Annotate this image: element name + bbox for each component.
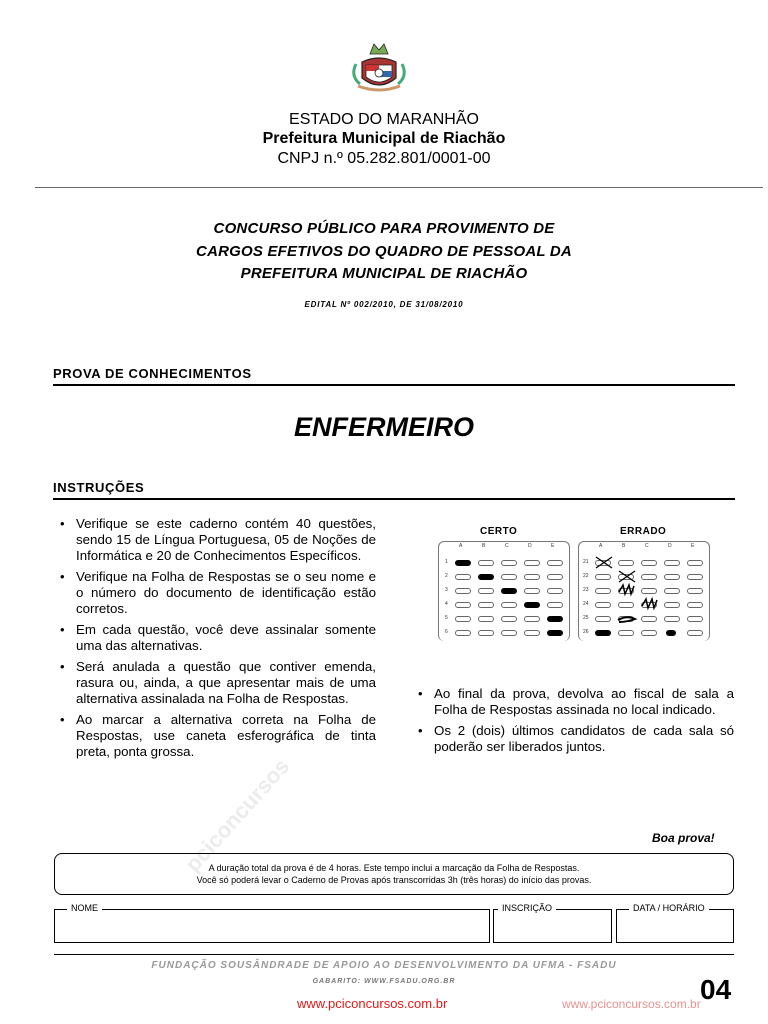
answer-bubble-filled [455,560,471,566]
instruction-item: • Verifique na Folha de Respostas se o seu nome e o número do documento de identificação estão corretos. [60,569,376,617]
watermark: pciconcursos [180,753,295,877]
option-letter: A [459,543,463,549]
answer-bubble [524,574,540,580]
instructions-list-right [418,686,734,760]
answer-bubble [547,560,563,566]
section-divider [53,384,735,386]
answer-bubble [501,602,517,608]
pciconcursos-watermark-link[interactable]: www.pciconcursos.com.br [562,997,701,1011]
row-number: 24 [583,601,589,607]
answer-bubble [478,602,494,608]
header-divider [35,187,763,188]
instruction-item: • Ao final da prova, devolva ao fiscal de sala a Folha de Respostas assinada no local indicado. [418,686,734,718]
riachao-coat-of-arms-icon [348,36,410,94]
state-name: ESTADO DO MARANHÃO [289,111,479,128]
option-letter: C [645,543,649,549]
page-number: 04 [700,974,732,1005]
answer-bubble [455,616,471,622]
section-instrucoes-heading: INSTRUÇÕES [53,480,145,495]
answer-bubble [524,630,540,636]
boa-prova-text: Boa prova! [652,831,715,845]
instruction-item: • Ao marcar a alternativa correta na Folha de Respostas, use caneta esferográfica de tinta preta, ponta grossa. [60,712,376,760]
row-number: 22 [583,573,589,579]
errado-label: ERRADO [620,526,667,537]
answer-bubble [478,588,494,594]
footer-divider [54,954,734,955]
inscricao-field[interactable] [493,903,612,943]
answer-bubble [501,630,517,636]
answer-bubble [547,602,563,608]
option-letter: D [528,543,532,549]
concurso-title-line2: CARGOS EFETIVOS DO QUADRO DE PESSOAL DA [196,243,572,260]
answer-bubble [524,616,540,622]
edital-reference: EDITAL Nº 002/2010, DE 31/08/2010 [304,300,464,309]
row-number: 6 [445,629,448,635]
gabarito-url: GABARITO: WWW.FSADU.ORG.BR [312,978,456,985]
pciconcursos-link[interactable]: www.pciconcursos.com.br [297,996,448,1011]
answer-example-errado [578,541,710,641]
answer-bubble-filled [547,616,563,622]
inscricao-label: INSCRIÇÃO [498,903,556,913]
instruction-item: • Será anulada a questão que contiver emenda, rasura ou, ainda, a que apresentar mais de uma alternativa assinalada na Folha de Respostas. [60,659,376,707]
answer-bubble [455,630,471,636]
data-horario-field[interactable] [616,903,734,943]
section-divider [53,498,735,500]
fsadu-foundation-name: FUNDAÇÃO SOUSÂNDRADE DE APOIO AO DESENVOLVIMENTO DA UFMA - FSADU [151,960,617,971]
certo-label: CERTO [480,526,518,537]
answer-bubble [524,560,540,566]
answer-bubble [478,616,494,622]
incorrect-marks-icon [579,542,711,642]
answer-example-certo [438,541,570,641]
row-number: 2 [445,573,448,579]
answer-bubble [478,630,494,636]
nome-label: NOME [67,903,102,913]
row-number: 26 [583,629,589,635]
row-number: 23 [583,587,589,593]
row-number: 1 [445,559,448,565]
answer-bubble [455,602,471,608]
option-letter: E [691,543,695,549]
prefeitura-name: Prefeitura Municipal de Riachão [262,130,506,147]
answer-bubble [455,588,471,594]
answer-bubble [547,574,563,580]
duration-info-box [54,853,734,895]
answer-bubble [547,588,563,594]
cargo-title: ENFERMEIRO [293,412,474,442]
answer-bubble [455,574,471,580]
concurso-title-line1: CONCURSO PÚBLICO PARA PROVIMENTO DE [213,220,555,237]
answer-bubble-filled [478,574,494,580]
row-number: 4 [445,601,448,607]
instruction-item: • Os 2 (dois) últimos candidatos de cada sala só poderão ser liberados juntos. [418,723,734,755]
row-number: 3 [445,587,448,593]
answer-bubble [501,560,517,566]
option-letter: B [482,543,486,549]
answer-bubble [524,588,540,594]
nome-field[interactable] [54,903,490,943]
row-number: 21 [583,559,589,565]
cnpj-number: CNPJ n.º 05.282.801/0001-00 [277,150,491,167]
answer-bubble [501,616,517,622]
option-letter: A [599,543,603,549]
answer-bubble-filled [524,602,540,608]
row-number: 25 [583,615,589,621]
instruction-item: • Verifique se este caderno contém 40 questões, sendo 15 de Língua Portuguesa, 05 de Noções de Informática e 20 de Conhecimentos Específicos. [60,516,376,564]
answer-bubble [478,560,494,566]
instructions-list-left [60,516,376,765]
concurso-title-line3: PREFEITURA MUNICIPAL DE RIACHÃO [240,265,528,282]
answer-bubble-filled [547,630,563,636]
answer-bubble [501,574,517,580]
instruction-item: • Em cada questão, você deve assinalar somente uma das alternativas. [60,622,376,654]
option-letter: E [551,543,555,549]
option-letter: C [505,543,509,549]
info-line: A duração total da prova é de 4 horas. Este tempo inclui a marcação da Folha de Respostas. [208,863,580,873]
row-number: 5 [445,615,448,621]
info-line: Você só poderá levar o Caderno de Provas após transcorridas 3h (três horas) do início das provas. [196,875,592,885]
section-prova-heading: PROVA DE CONHECIMENTOS [53,366,252,381]
answer-bubble-filled [501,588,517,594]
data-horario-label: DATA / HORÁRIO [629,903,709,913]
option-letter: D [668,543,672,549]
option-letter: B [622,543,626,549]
